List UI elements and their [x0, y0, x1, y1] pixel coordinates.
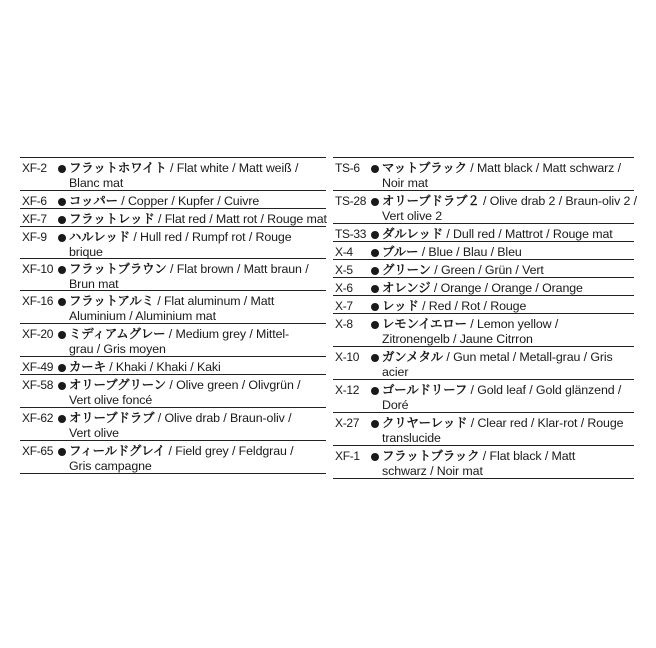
bullet-icon [58, 266, 66, 274]
paint-name-line1 [69, 378, 324, 393]
paint-description [382, 161, 634, 191]
paint-row [333, 158, 634, 191]
paint-row [20, 158, 326, 191]
paint-name-line1 [382, 281, 632, 296]
paint-name-translations: / Flat brown / Matt braun / [166, 262, 309, 276]
paint-name-line1 [69, 194, 324, 209]
paint-description [382, 245, 634, 260]
paint-description [69, 230, 326, 260]
paint-name-japanese: フラットブラウン [69, 262, 167, 276]
paint-name-line1 [382, 194, 637, 209]
paint-name-japanese: コッパー [69, 194, 118, 208]
bullet-icon [371, 387, 379, 395]
paint-row [20, 191, 326, 209]
paint-name-japanese: レモンイエロー [382, 317, 467, 331]
paint-description [382, 449, 634, 479]
paint-name-line1 [382, 161, 632, 176]
paint-code: TS-33 [335, 227, 367, 241]
paint-code: XF-62 [22, 411, 54, 425]
paint-name-japanese: ブルー [382, 245, 419, 259]
paint-name-line2: Gris campagne [69, 459, 152, 473]
paint-code: XF-1 [335, 449, 360, 463]
paint-row [333, 296, 634, 314]
paint-name-line2: grau / Gris moyen [69, 342, 166, 356]
paint-name-line2: Vert olive 2 [382, 209, 443, 223]
paint-name-line1 [69, 161, 324, 176]
paint-row [333, 191, 637, 224]
paint-code: XF-10 [22, 262, 54, 276]
paint-name-japanese: ハルレッド [69, 230, 131, 244]
paint-name-line2: Aluminium / Aluminium mat [69, 309, 216, 323]
paint-name-translations: / Khaki / Khaki / Kaki [105, 360, 221, 374]
paint-name-translations: / Olive drab 2 / Braun-oliv 2 / [479, 194, 637, 208]
paint-name-line2: Doré [382, 398, 409, 412]
paint-row [20, 357, 326, 375]
paint-name-line1 [382, 416, 632, 431]
paint-description [69, 444, 326, 474]
bullet-icon [58, 364, 66, 372]
bullet-icon [371, 453, 379, 461]
bullet-icon [58, 298, 66, 306]
paint-name-japanese: フィールドグレイ [69, 444, 166, 458]
paint-name-line1 [69, 262, 324, 277]
paint-name-translations: / Copper / Kupfer / Cuivre [117, 194, 260, 208]
bullet-icon [371, 303, 379, 311]
bullet-icon [58, 216, 66, 224]
paint-row [333, 347, 634, 380]
bullet-icon [371, 165, 379, 173]
paint-code: X-5 [335, 263, 353, 277]
paint-code: TS-6 [335, 161, 360, 175]
paint-description [69, 294, 326, 324]
paint-name-translations: / Blue / Blau / Bleu [418, 245, 522, 259]
paint-description [69, 360, 326, 375]
bullet-icon [58, 382, 66, 390]
paint-name-japanese: オリーブドラブ [69, 411, 155, 425]
paint-description [382, 383, 634, 413]
paint-row [333, 224, 634, 242]
paint-code: TS-28 [335, 194, 367, 208]
bullet-icon [58, 448, 66, 456]
paint-name-translations: / Flat red / Matt rot / Rouge mat [154, 212, 327, 226]
paint-code: X-27 [335, 416, 360, 430]
paint-name-line1 [69, 327, 324, 342]
paint-name-translations: / Flat aluminum / Matt [153, 294, 275, 308]
paint-name-line1 [69, 294, 324, 309]
paint-row [333, 278, 634, 296]
paint-code: XF-9 [22, 230, 47, 244]
paint-row [333, 380, 634, 413]
paint-row [20, 408, 326, 441]
bullet-icon [371, 231, 379, 239]
paint-name-line2: Vert olive foncé [69, 393, 153, 407]
paint-code: X-6 [335, 281, 353, 295]
paint-name-line2: Brun mat [69, 277, 119, 291]
bullet-icon [371, 420, 379, 428]
paint-description [382, 227, 634, 242]
paint-row [333, 446, 634, 479]
paint-code: XF-20 [22, 327, 54, 341]
paint-description [69, 262, 326, 292]
paint-name-translations: / Olive drab / Braun-oliv / [154, 411, 292, 425]
bullet-icon [371, 198, 379, 206]
paint-description [69, 411, 326, 441]
paint-name-line1 [69, 411, 324, 426]
paint-name-japanese: フラットホワイト [69, 161, 167, 175]
paint-name-translations: / Gun metal / Metall-grau / Gris [443, 350, 613, 364]
paint-name-japanese: オレンジ [382, 281, 431, 295]
paint-name-line1 [382, 299, 632, 314]
paint-row [20, 324, 326, 357]
paint-description [382, 281, 634, 296]
paint-name-japanese: ゴールドリーフ [382, 383, 468, 397]
bullet-icon [371, 321, 379, 329]
bullet-icon [58, 415, 66, 423]
paint-list-right-column [333, 157, 637, 479]
paint-description [382, 299, 634, 314]
paint-code: X-12 [335, 383, 360, 397]
paint-code: XF-7 [22, 212, 47, 226]
paint-name-line1 [382, 449, 632, 464]
paint-name-japanese: カーキ [69, 360, 106, 374]
paint-name-line2: acier [382, 365, 409, 379]
paint-name-line2: Zitronengelb / Jaune Citrron [382, 332, 533, 346]
paint-description [69, 327, 326, 357]
paint-row [20, 441, 326, 474]
paint-name-line1 [382, 350, 632, 365]
paint-name-line1 [382, 227, 632, 242]
paint-name-line2: brique [69, 245, 103, 259]
bullet-icon [371, 267, 379, 275]
bullet-icon [58, 198, 66, 206]
paint-name-line1 [382, 263, 632, 278]
paint-row [20, 227, 326, 259]
paint-name-japanese: クリヤーレッド [382, 416, 468, 430]
paint-name-japanese: マットブラック [382, 161, 467, 175]
paint-code: X-4 [335, 245, 353, 259]
paint-name-translations: / Olive green / Olivgrün / [166, 378, 301, 392]
paint-description [382, 350, 634, 380]
paint-name-japanese: フラットレッド [69, 212, 155, 226]
paint-code: XF-2 [22, 161, 47, 175]
paint-name-translations: / Red / Rot / Rouge [418, 299, 527, 313]
paint-name-translations: / Clear red / Klar-rot / Rouge [467, 416, 624, 430]
bullet-icon [371, 249, 379, 257]
paint-name-japanese: グリーン [382, 263, 431, 277]
bullet-icon [58, 165, 66, 173]
paint-row [20, 209, 326, 227]
paint-name-line1 [382, 383, 632, 398]
paint-name-line1 [69, 360, 324, 375]
paint-code: XF-58 [22, 378, 54, 392]
paint-name-line1 [69, 444, 324, 459]
paint-row [333, 260, 634, 278]
paint-name-line2: Noir mat [382, 176, 429, 190]
paint-code: XF-16 [22, 294, 54, 308]
paint-row [333, 242, 634, 260]
paint-name-line1 [69, 230, 324, 245]
paint-row [20, 291, 326, 324]
paint-description [69, 194, 326, 209]
bullet-icon [371, 285, 379, 293]
paint-description [382, 194, 639, 224]
paint-code: XF-6 [22, 194, 47, 208]
paint-code: X-10 [335, 350, 360, 364]
paint-row [333, 413, 634, 446]
paint-code: X-8 [335, 317, 353, 331]
paint-description [69, 212, 329, 227]
paint-name-translations: / Lemon yellow / [466, 317, 559, 331]
paint-name-line2: Blanc mat [69, 176, 124, 190]
paint-name-translations: / Medium grey / Mittel- [165, 327, 290, 341]
paint-code: XF-65 [22, 444, 54, 458]
paint-row [20, 259, 326, 291]
bullet-icon [58, 234, 66, 242]
paint-name-japanese: オリーブドラブ２ [382, 194, 480, 208]
paint-name-translations: / Matt black / Matt schwarz / [466, 161, 621, 175]
paint-name-translations: / Flat white / Matt weiß / [166, 161, 299, 175]
paint-name-translations: / Field grey / Feldgrau / [165, 444, 294, 458]
paint-name-japanese: フラットアルミ [69, 294, 154, 308]
paint-description [382, 416, 634, 446]
paint-code: X-7 [335, 299, 353, 313]
paint-name-japanese: ダルレッド [382, 227, 444, 241]
paint-code: XF-49 [22, 360, 54, 374]
paint-name-line1 [382, 317, 632, 332]
paint-name-translations: / Green / Grün / Vert [430, 263, 544, 277]
paint-name-japanese: フラットブラック [382, 449, 480, 463]
paint-name-translations: / Flat black / Matt [479, 449, 576, 463]
paint-name-translations: / Gold leaf / Gold glänzend / [467, 383, 622, 397]
paint-name-japanese: オリーブグリーン [69, 378, 167, 392]
paint-description [69, 161, 326, 191]
bullet-icon [58, 331, 66, 339]
paint-name-line2: schwarz / Noir mat [382, 464, 483, 478]
paint-name-translations: / Dull red / Mattrot / Rouge mat [443, 227, 613, 241]
bullet-icon [371, 354, 379, 362]
paint-description [382, 263, 634, 278]
paint-name-japanese: レッド [382, 299, 419, 313]
paint-row [20, 375, 326, 408]
paint-description [69, 378, 326, 408]
paint-name-line1 [69, 212, 327, 227]
paint-name-japanese: ガンメタル [382, 350, 444, 364]
paint-name-line1 [382, 245, 632, 260]
paint-row [333, 314, 634, 347]
paint-name-line2: translucide [382, 431, 441, 445]
paint-description [382, 317, 634, 347]
paint-name-line2: Vert olive [69, 426, 119, 440]
paint-name-japanese: ミディアムグレー [69, 327, 166, 341]
paint-name-translations: / Orange / Orange / Orange [430, 281, 583, 295]
paint-list-left-column [20, 157, 326, 474]
paint-name-translations: / Hull red / Rumpf rot / Rouge [130, 230, 292, 244]
